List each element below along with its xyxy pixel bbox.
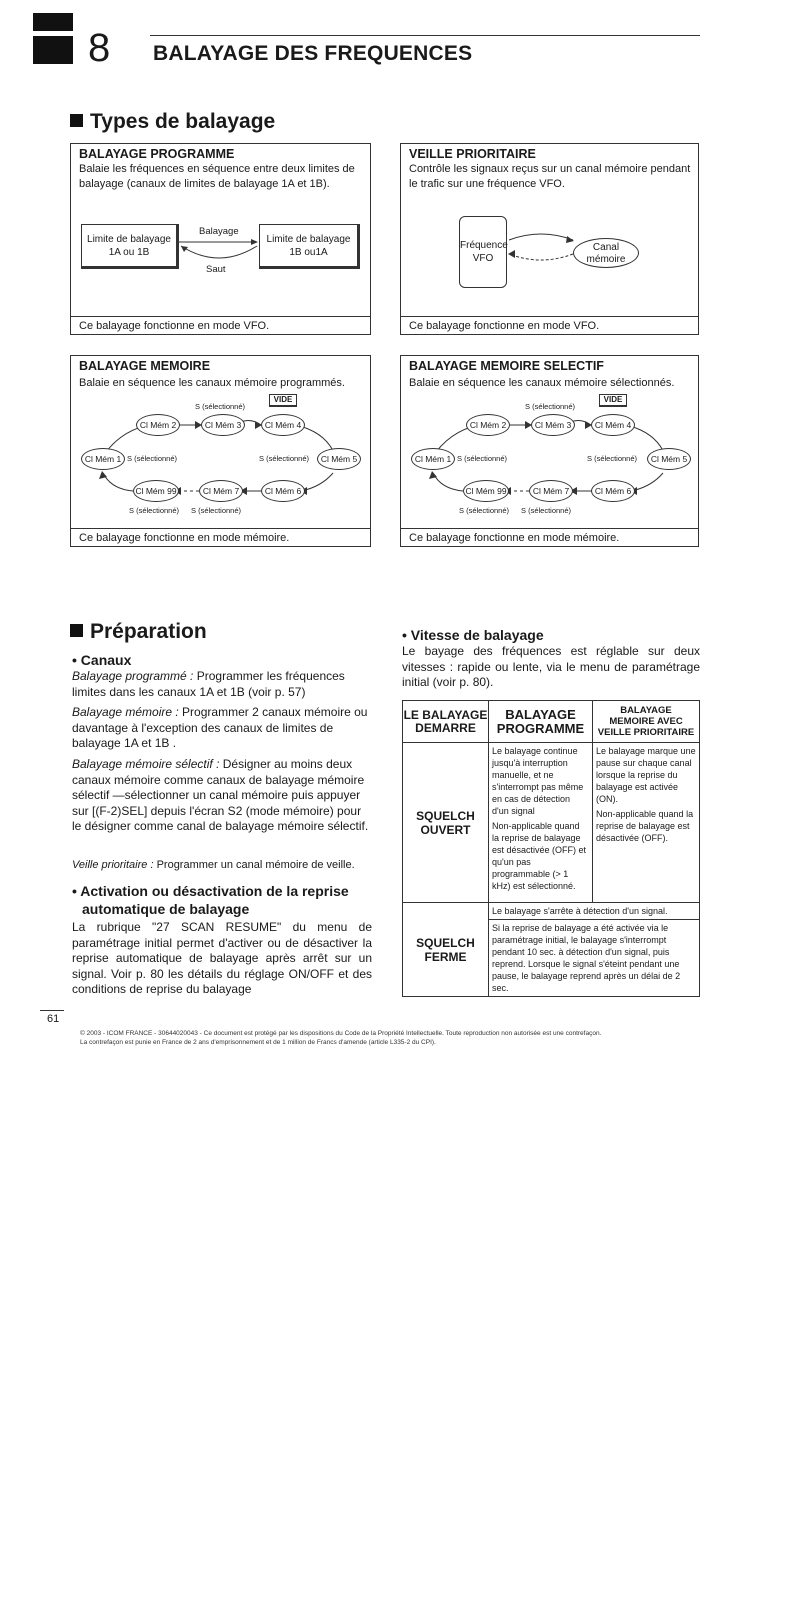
mem-channel-7: Cl Mém 7: [199, 480, 243, 502]
para-balayage-programme: [72, 669, 370, 700]
section-title-preparation: [70, 620, 207, 644]
mem-channel-6: Cl Mém 6: [261, 480, 305, 502]
mem-channel-99: Cl Mém 99: [463, 480, 509, 502]
limit-box-right: [259, 224, 360, 269]
para-label: Balayage mémoire :: [72, 705, 179, 719]
page-number-rule: [40, 1010, 64, 1011]
memory-oval-l1: Canal: [592, 242, 620, 253]
header-l1: BALAYAGE: [505, 706, 576, 722]
cell-text-a: Le balayage s'arrête à détection d'un signal.: [489, 903, 699, 920]
arrow-label-saut: Saut: [206, 264, 226, 275]
box-description: Balaie en séquence les canaux mémoire sélectionnés.: [409, 377, 675, 389]
mem-channel-7: Cl Mém 7: [529, 480, 573, 502]
box-footer-rule: [401, 316, 698, 317]
cell-text-a: Le balayage marque une pause sur chaque canal lorsque la reprise du balayage est activée (ON).: [596, 746, 696, 804]
selected-label: S (sélectionné): [525, 402, 576, 411]
box-footer: Ce balayage fonctionne en mode VFO.: [409, 320, 600, 332]
memory-oval-l2: mémoire: [586, 254, 626, 265]
cell-squelch-ferme: [489, 903, 700, 997]
copyright-line-1: © 2003 - ICOM FRANCE - 30644020043 - Ce document est protégé par les dispositions du Code de la Propriété Intellectuelle. Toute reproduction non autorisée est une contrefaçon.: [80, 1030, 602, 1037]
selected-label: S (sélectionné): [191, 506, 242, 515]
mem-channel-6: Cl Mém 6: [591, 480, 635, 502]
box-description: Balaie les fréquences en séquence entre deux limites de balayage (canaux de limites de balayage 1A et 1B).: [79, 163, 355, 190]
row-label-l2: FERME: [424, 949, 467, 964]
para-text: Programmer les fréquences limites dans les canaux 1A et 1B (voir p. 57): [72, 669, 345, 699]
header-l2: PROGRAMME: [496, 720, 585, 736]
heading-activation-l2: automatique de balayage: [82, 901, 250, 917]
limit-box-right-l1: Limite de balayage: [266, 234, 351, 245]
vfo-box-l2: VFO: [472, 253, 494, 264]
heading-canaux: • Canaux: [72, 652, 132, 668]
vide-tag: VIDE: [599, 394, 627, 407]
chapter-marker-bottom: [33, 36, 73, 64]
selected-label: S (sélectionné): [195, 402, 246, 411]
selected-label: S (sélectionné): [457, 454, 508, 463]
section-bullet-icon: [70, 624, 83, 637]
limit-box-right-l2: 1B ou1A: [289, 247, 328, 258]
box-footer-rule: [71, 316, 370, 317]
limit-box-left: [81, 224, 179, 269]
section-title-text: Types de balayage: [90, 110, 276, 133]
arrow-label-balayage: Balayage: [199, 226, 239, 237]
box-description: Contrôle les signaux reçus sur un canal mémoire pendant le trafic sur une fréquence VFO.: [409, 163, 691, 190]
para-vitesse: Le bayage des fréquences est réglable sur deux vitesses : rapide ou lente, via le menu de paramétrage initial (voir p. 80).: [402, 644, 700, 689]
row-label-squelch-ouvert: [403, 743, 489, 903]
heading-vitesse: • Vitesse de balayage: [402, 627, 544, 643]
para-text: Programmer un canal mémoire de veille.: [153, 859, 355, 871]
row-label-squelch-ferme: [403, 903, 489, 997]
mem-channel-2: Cl Mém 2: [136, 414, 180, 436]
section-title-text: Préparation: [90, 620, 207, 643]
para-veille-prioritaire: [72, 858, 372, 873]
table-header-demarre: [403, 701, 489, 743]
selected-label: S (sélectionné): [521, 506, 572, 515]
box-balayage-memoire-selectif: [400, 355, 699, 547]
mem-channel-1: Cl Mém 1: [81, 448, 125, 470]
copyright-line-2: La contrefaçon est punie en France de 2 ans d'emprisonnement et de 1 million de Francs d'amende (article L335-2 du CPI).: [80, 1039, 436, 1046]
selected-label: S (sélectionné): [127, 454, 178, 463]
box-footer-rule: [71, 528, 370, 529]
para-text: Désigner au moins deux canaux mémoire comme canaux de balayage mémoire sélectif —sélectionner un canal mémoire puis appuyer sur [(F-2)SEL] depuis l'écran S2 (mode mémoire) pour le désigner comme canal de balayage mémoire sélectif.: [72, 757, 369, 833]
table-row-squelch-ferme: [403, 903, 700, 997]
page-number: 61: [47, 1013, 60, 1025]
box-footer: Ce balayage fonctionne en mode mémoire.: [79, 532, 290, 544]
table-row-squelch-ouvert: [403, 743, 700, 903]
vide-tag: VIDE: [269, 394, 297, 407]
cell-text-b: Non-applicable quand la reprise de balayage est désactivée (OFF).: [596, 809, 694, 843]
header-l1: BALAYAGE: [620, 705, 672, 716]
header-l2: DEMARRE: [415, 720, 476, 735]
row-label-l2: OUVERT: [420, 822, 471, 837]
selected-label: S (sélectionné): [587, 454, 638, 463]
para-label: Balayage programmé :: [72, 669, 194, 683]
vfo-box: [459, 216, 507, 288]
box-footer: Ce balayage fonctionne en mode VFO.: [79, 320, 270, 332]
mem-channel-4: Cl Mém 4: [261, 414, 305, 436]
cell-programme-ouvert: [489, 743, 593, 903]
box-balayage-memoire: [70, 355, 371, 547]
chapter-number: 8: [88, 26, 111, 70]
table-header-memoire-veille: [593, 701, 700, 743]
box-balayage-programme: [70, 143, 371, 335]
mem-channel-2: Cl Mém 2: [466, 414, 510, 436]
selected-label: S (sélectionné): [259, 454, 310, 463]
vfo-box-l1: Fréquence: [460, 240, 508, 251]
copyright-footer: [80, 1029, 720, 1047]
scan-conditions-table: [402, 700, 700, 997]
limit-box-left-l1: Limite de balayage: [87, 234, 171, 245]
header-rule: [150, 35, 700, 36]
header-l3: VEILLE PRIORITAIRE: [597, 727, 695, 738]
mem-channel-5: Cl Mém 5: [317, 448, 361, 470]
section-title-types: [70, 110, 275, 134]
box-title: BALAYAGE PROGRAMME: [79, 147, 235, 161]
box-title: VEILLE PRIORITAIRE: [409, 147, 536, 161]
para-balayage-memoire: [72, 705, 370, 752]
limit-box-left-l2: 1A ou 1B: [108, 247, 150, 258]
para-text: Programmer 2 canaux mémoire ou davantage à l'exception des canaux de limites de balayage 1A et 1B .: [72, 705, 368, 750]
heading-activation-l1: • Activation ou désactivation de la reprise: [72, 883, 349, 899]
cell-text-b: Si la reprise de balayage a été activée via le paramétrage initial, le balayage s'interrompt pendant 10 sec. à détection d'un signal, puis reprend. Lorsque le signal s'éteint pendant une pause, le balayage reprend après un délai de 2 sec.: [492, 923, 681, 993]
box-title: BALAYAGE MEMOIRE SELECTIF: [409, 359, 604, 373]
para-label: Balayage mémoire sélectif :: [72, 757, 220, 771]
mem-channel-99: Cl Mém 99: [133, 480, 179, 502]
selected-label: S (sélectionné): [129, 506, 180, 515]
selected-label: S (sélectionné): [459, 506, 510, 515]
mem-channel-1: Cl Mém 1: [411, 448, 455, 470]
mem-channel-5: Cl Mém 5: [647, 448, 691, 470]
para-activation: La rubrique "27 SCAN RESUME" du menu de paramétrage initial permet d'activer ou de désactiver la reprise automatique de balayage après arrêt sur un signal. Voir p. 80 les détails du réglage ON/OFF et des conditions de reprise du balayage: [72, 920, 372, 996]
box-footer: Ce balayage fonctionne en mode mémoire.: [409, 532, 620, 544]
mem-channel-3: Cl Mém 3: [201, 414, 245, 436]
heading-activation: [72, 882, 372, 918]
row-label-l1: SQUELCH: [416, 808, 475, 823]
header-l1: LE BALAYAGE: [403, 707, 488, 722]
section-bullet-icon: [70, 114, 83, 127]
cell-memoire-ouvert: [593, 743, 700, 903]
cell-text-b: Non-applicable quand la reprise de balayage est désactivée (OFF) et qu'un pas programmable (> 1 kHz) est sélectionné.: [492, 821, 587, 891]
cell-text-a: Le balayage continue jusqu'à interruption manuelle, et ne s'interrompt pas même en cas de détection d'un signal: [492, 746, 584, 816]
box-description: Balaie en séquence les canaux mémoire programmés.: [79, 377, 345, 389]
table-header-row: [403, 701, 700, 743]
box-veille-prioritaire: [400, 143, 699, 335]
table-header-programme: [489, 701, 593, 743]
row-label-l1: SQUELCH: [416, 935, 475, 950]
chapter-marker-top: [33, 13, 73, 31]
mem-channel-4: Cl Mém 4: [591, 414, 635, 436]
box-footer-rule: [401, 528, 698, 529]
box-title: BALAYAGE MEMOIRE: [79, 359, 211, 373]
memory-channel-oval: [573, 238, 639, 268]
para-balayage-memoire-selectif: [72, 757, 370, 835]
priority-arrows: [507, 232, 575, 266]
chapter-title: BALAYAGE DES FREQUENCES: [153, 42, 473, 65]
header-l2: MEMOIRE AVEC: [609, 716, 683, 727]
mem-channel-3: Cl Mém 3: [531, 414, 575, 436]
para-label: Veille prioritaire :: [72, 859, 154, 871]
